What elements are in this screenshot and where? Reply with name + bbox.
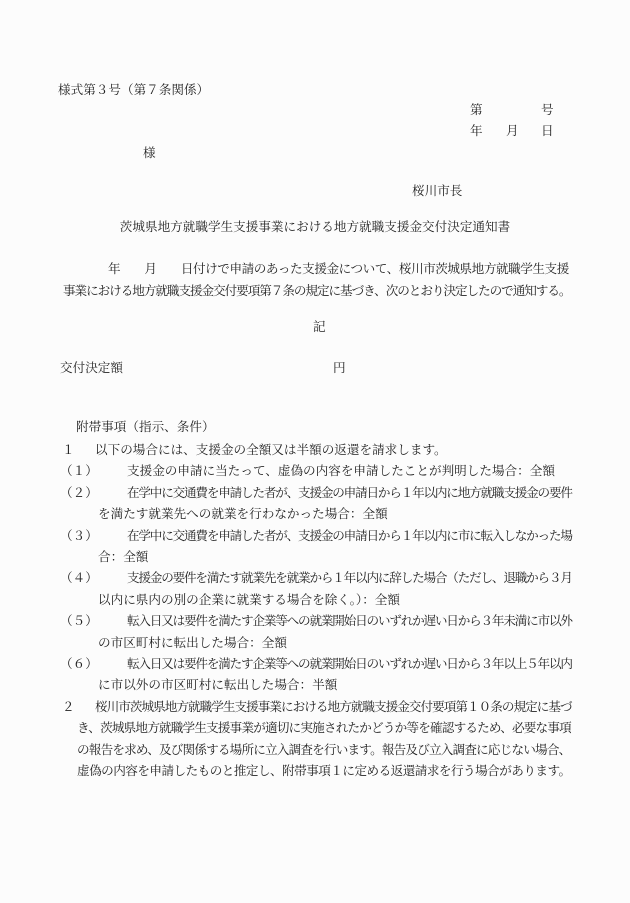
note-line	[77, 764, 571, 780]
date-day-label: 日	[541, 124, 554, 138]
note-line-marker: （１）	[60, 464, 98, 479]
note-line	[77, 721, 571, 737]
note-line-text: を満たす就業先への就業を行わなかった場合：全額	[98, 507, 388, 522]
note-line-text: の市区町村に転出した場合：全額	[98, 635, 287, 650]
note-line-text: 転入日又は要件を満たす企業等への就業開始日のいずれか遅い日から３年未満に市以外	[127, 614, 572, 629]
note-line-text: 在学中に交通費を申請した者が、支援金の申請日から１年以内に地方就職支援金の要件	[127, 485, 572, 500]
date-year-label: 年	[470, 124, 483, 138]
note-line-marker: （５）	[60, 614, 98, 629]
note-line-text: 虚偽の内容を申請したものと推定し、附帯事項１に定める返還請求を行う場合があります。	[77, 764, 571, 778]
note-line-text: 以下の場合には、支援金の全額又は半額の返還を請求します。	[95, 443, 447, 457]
note-line-marker: （３）	[60, 528, 98, 543]
note-line-text: 在学中に交通費を申請した者が、支援金の申請日から１年以内に市に転入しなかった場	[127, 528, 572, 543]
note-line-text: 転入日又は要件を満たす企業等への就業開始日のいずれか遅い日から３年以上５年以内	[127, 657, 572, 671]
document-title: 茨城県地方就職学生支援事業における地方就職支援金交付決定通知書	[119, 220, 511, 234]
note-line	[62, 700, 572, 716]
note-line	[60, 486, 572, 502]
note-line-text: 桜川市茨城県地方就職学生支援事業における地方就職支援金交付要項第１０条の規定に基づ	[95, 699, 572, 714]
note-line	[98, 550, 148, 566]
note-line	[60, 657, 572, 673]
sender-name: 桜川市長	[412, 184, 463, 198]
note-line-text: 支援金の申請に当たって、虚偽の内容を申請したことが判明した場合：全額	[127, 464, 555, 479]
doc-number-suffix: 号	[541, 103, 554, 117]
form-label: 様式第３号（第７条関係）	[58, 83, 210, 97]
note-line	[98, 678, 337, 694]
note-line	[98, 593, 400, 609]
note-line	[77, 743, 570, 759]
note-line	[60, 614, 572, 630]
note-line	[98, 507, 388, 523]
note-line-text: に市以外の市区町村に転出した場合：半額	[98, 678, 338, 693]
note-line-text: き、茨城県地方就職学生支援事業が適切に実施されたかどうか等を確認するため、必要な事項	[77, 721, 571, 736]
note-line-text: 支援金の要件を満たす就業先を就業から１年以内に辞した場合（ただし、退職から３月	[127, 571, 572, 586]
note-line-marker: （４）	[60, 571, 98, 586]
note-line-text: の報告を求め、及び関係する場所に立入調査を行います。報告及び立入調査に応じない場合、	[77, 742, 571, 757]
note-line	[98, 636, 287, 652]
note-line-text: 合：全額	[98, 550, 149, 564]
amount-label: 交付決定額	[60, 361, 123, 375]
record-marker: 記	[313, 320, 326, 334]
doc-number-prefix: 第	[470, 103, 483, 117]
date-month-label: 月	[506, 124, 519, 138]
note-line	[60, 464, 555, 480]
amount-unit: 円	[333, 361, 346, 375]
note-line-marker: １	[62, 443, 75, 457]
note-line	[60, 529, 572, 545]
note-line	[60, 571, 572, 587]
addressee-honorific: 様	[143, 146, 156, 160]
note-line	[62, 443, 447, 459]
note-line-text: 以内に県内の別の企業に就業する場合を除く。）：全額	[98, 592, 400, 607]
note-line-marker: （２）	[60, 485, 98, 500]
note-line-marker: （６）	[60, 657, 98, 671]
note-line-marker: ２	[62, 699, 75, 714]
notes-heading: 附帯事項（指示、条件）	[76, 420, 215, 434]
body-paragraph-line-2: 事業における地方就職支援金交付要項第７条の規定に基づき、次のとおり決定したので通知する。	[63, 284, 571, 298]
body-paragraph-line-1: 年 月 日付けで申請のあった支援金について、桜川市茨城県地方就職学生支援	[108, 262, 569, 276]
